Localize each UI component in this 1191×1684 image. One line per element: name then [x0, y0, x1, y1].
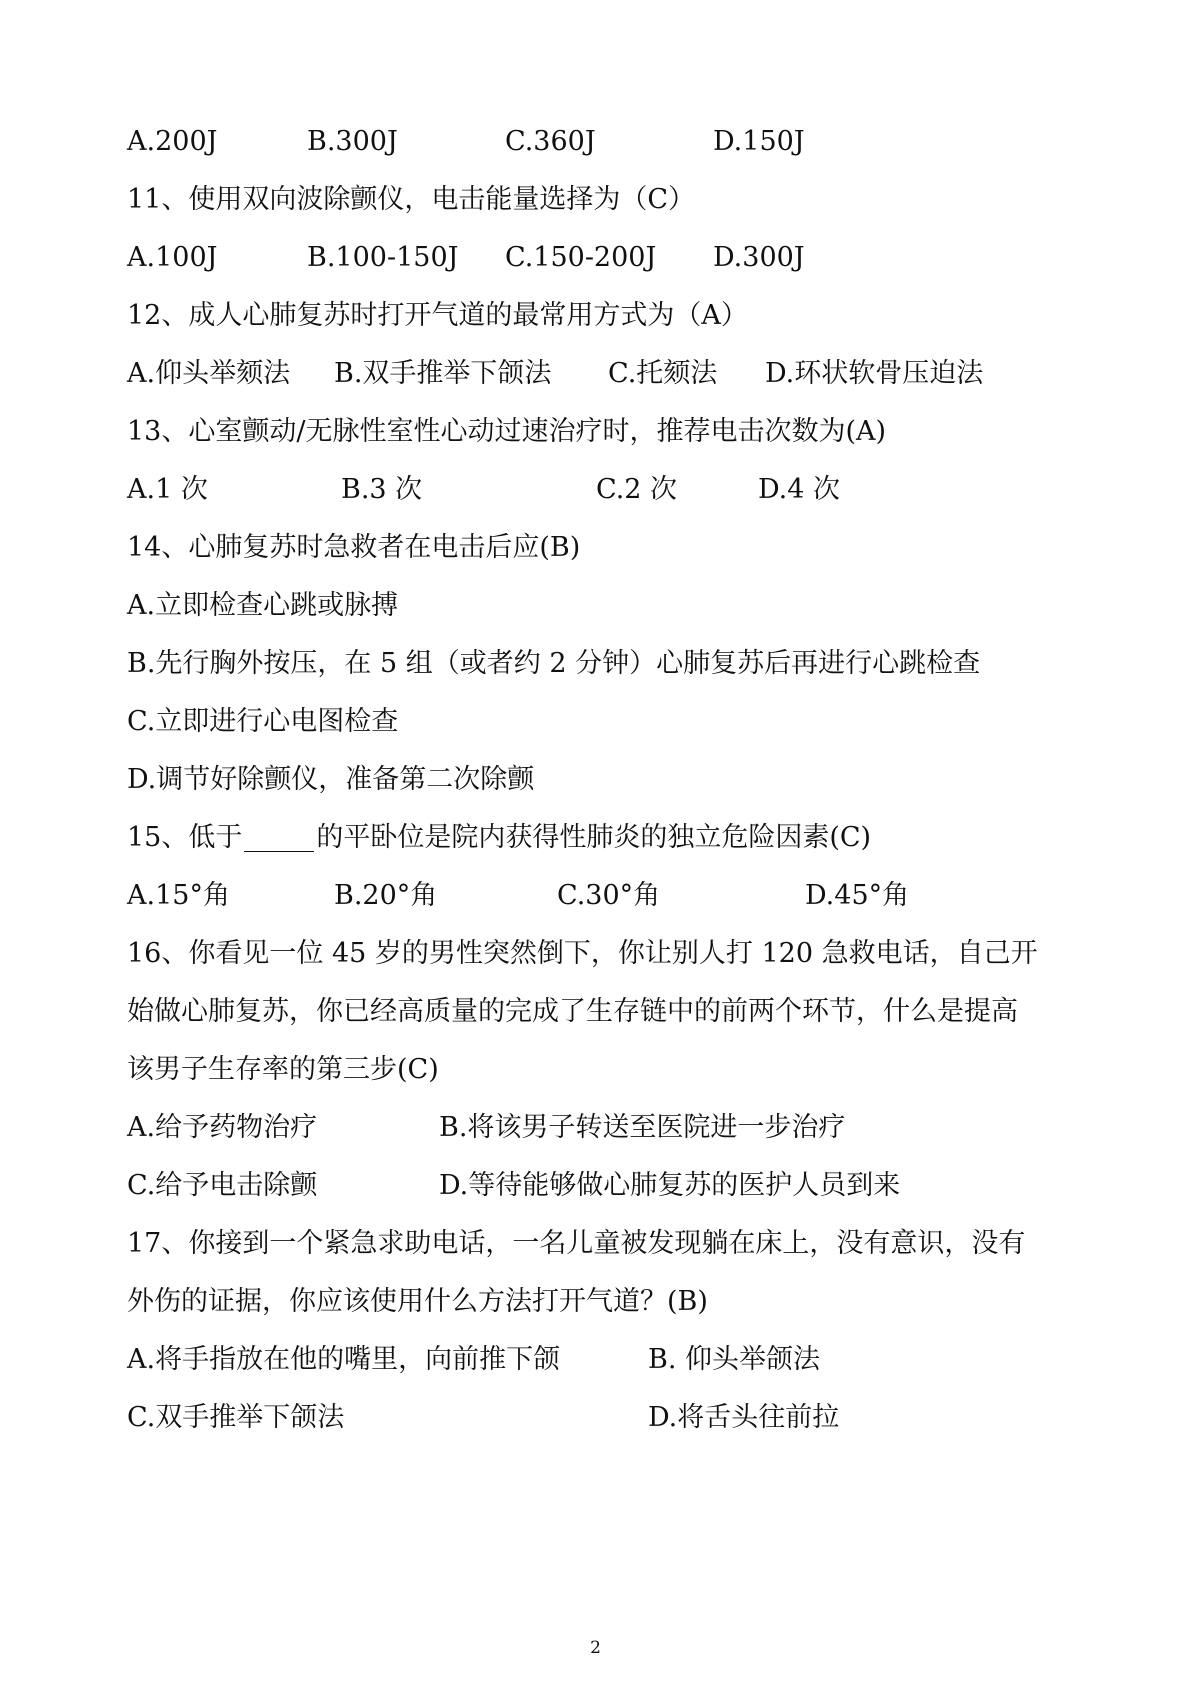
q16-question-line-1 [0, 934, 1191, 974]
page-number: 2 [590, 1638, 601, 1658]
q13-text: 13、心室颤动/无脉性室性心动过速治疗时，推荐电击次数为(A) [127, 416, 887, 447]
q12-option-a: A.仰头举颏法 [127, 358, 291, 389]
q16-text-3: 该男子生存率的第三步(C) [127, 1054, 439, 1085]
q16-question-line-2 [0, 992, 1191, 1032]
q17-option-d: D.将舌头往前拉 [648, 1402, 840, 1433]
q11-question [0, 180, 1191, 220]
q10-option-a: A.200J [127, 126, 218, 157]
q14-option-a: A.立即检查心跳或脉搏 [127, 590, 399, 621]
q12-text: 12、成人心肺复苏时打开气道的最常用方式为（A） [127, 300, 748, 331]
q17-question-line-1 [0, 1224, 1191, 1264]
q16-option-b: B.将该男子转送至医院进一步治疗 [439, 1112, 846, 1143]
q15-text-after: 的平卧位是院内获得性肺炎的独立危险因素(C) [316, 822, 872, 853]
q14-option-d-line [0, 760, 1191, 800]
q10-option-b: B.300J [307, 126, 398, 157]
q15-text-before: 15、低于 [127, 822, 243, 853]
q16-text-2: 始做心肺复苏，你已经高质量的完成了生存链中的前两个环节，什么是提高 [127, 996, 1018, 1027]
q14-option-c-line [0, 702, 1191, 742]
q15-option-b: B.20°角 [334, 880, 438, 911]
q16-option-a: A.给予药物治疗 [127, 1112, 318, 1143]
q13-options [0, 470, 1191, 510]
q12-question [0, 296, 1191, 336]
q14-option-b-line [0, 644, 1191, 684]
q17-option-c: C.双手推举下颌法 [127, 1402, 345, 1433]
q15-option-a: A.15°角 [127, 880, 230, 911]
q12-options [0, 354, 1191, 394]
q11-option-c: C.150-200J [505, 242, 657, 273]
q11-option-b: B.100-150J [307, 242, 459, 273]
q15-option-d: D.45°角 [805, 880, 910, 911]
q13-option-c: C.2 次 [596, 474, 678, 505]
q13-question [0, 412, 1191, 452]
q11-option-d: D.300J [713, 242, 805, 273]
q17-option-a: A.将手指放在他的嘴里，向前推下颌 [127, 1344, 561, 1375]
q12-option-c: C.托颏法 [608, 358, 718, 389]
q17-text-1: 17、你接到一个紧急求助电话，一名儿童被发现躺在床上，没有意识，没有 [127, 1228, 1026, 1259]
q11-text: 11、使用双向波除颤仪，电击能量选择为（C） [127, 184, 696, 215]
q14-question [0, 528, 1191, 568]
q16-options-row-2 [0, 1166, 1191, 1206]
q14-text: 14、心肺复苏时急救者在电击后应(B) [127, 532, 581, 563]
q10-options [0, 122, 1191, 162]
q15-question [0, 818, 1191, 858]
q16-question-line-3 [0, 1050, 1191, 1090]
q13-option-a: A.1 次 [127, 474, 208, 505]
q14-option-d: D.调节好除颤仪，准备第二次除颤 [127, 764, 535, 795]
q17-options-row-2 [0, 1398, 1191, 1438]
q12-option-b: B.双手推举下颌法 [334, 358, 552, 389]
q13-option-b: B.3 次 [341, 474, 423, 505]
q15-option-c: C.30°角 [557, 880, 661, 911]
q14-option-b: B.先行胸外按压，在 5 组（或者约 2 分钟）心肺复苏后再进行心跳检查 [127, 648, 981, 679]
q17-options-row-1 [0, 1340, 1191, 1380]
q16-option-c: C.给予电击除颤 [127, 1170, 318, 1201]
q15-options [0, 876, 1191, 916]
q16-option-d: D.等待能够做心肺复苏的医护人员到来 [439, 1170, 901, 1201]
q17-option-b: B. 仰头举颌法 [648, 1344, 821, 1375]
q12-option-d: D.环状软骨压迫法 [765, 358, 984, 389]
q11-options [0, 238, 1191, 278]
q16-text-1: 16、你看见一位 45 岁的男性突然倒下，你让别人打 120 急救电话，自己开 [127, 938, 1038, 969]
q17-question-line-2 [0, 1282, 1191, 1322]
q15-text [127, 818, 871, 858]
q10-option-c: C.360J [505, 126, 596, 157]
q11-option-a: A.100J [127, 242, 218, 273]
q14-option-c: C.立即进行心电图检查 [127, 706, 399, 737]
q17-text-2: 外伤的证据，你应该使用什么方法打开气道？(B) [127, 1286, 708, 1317]
q15-blank [244, 825, 314, 852]
q13-option-d: D.4 次 [758, 474, 841, 505]
q14-option-a-line [0, 586, 1191, 626]
q10-option-d: D.150J [713, 126, 805, 157]
q16-options-row-1 [0, 1108, 1191, 1148]
